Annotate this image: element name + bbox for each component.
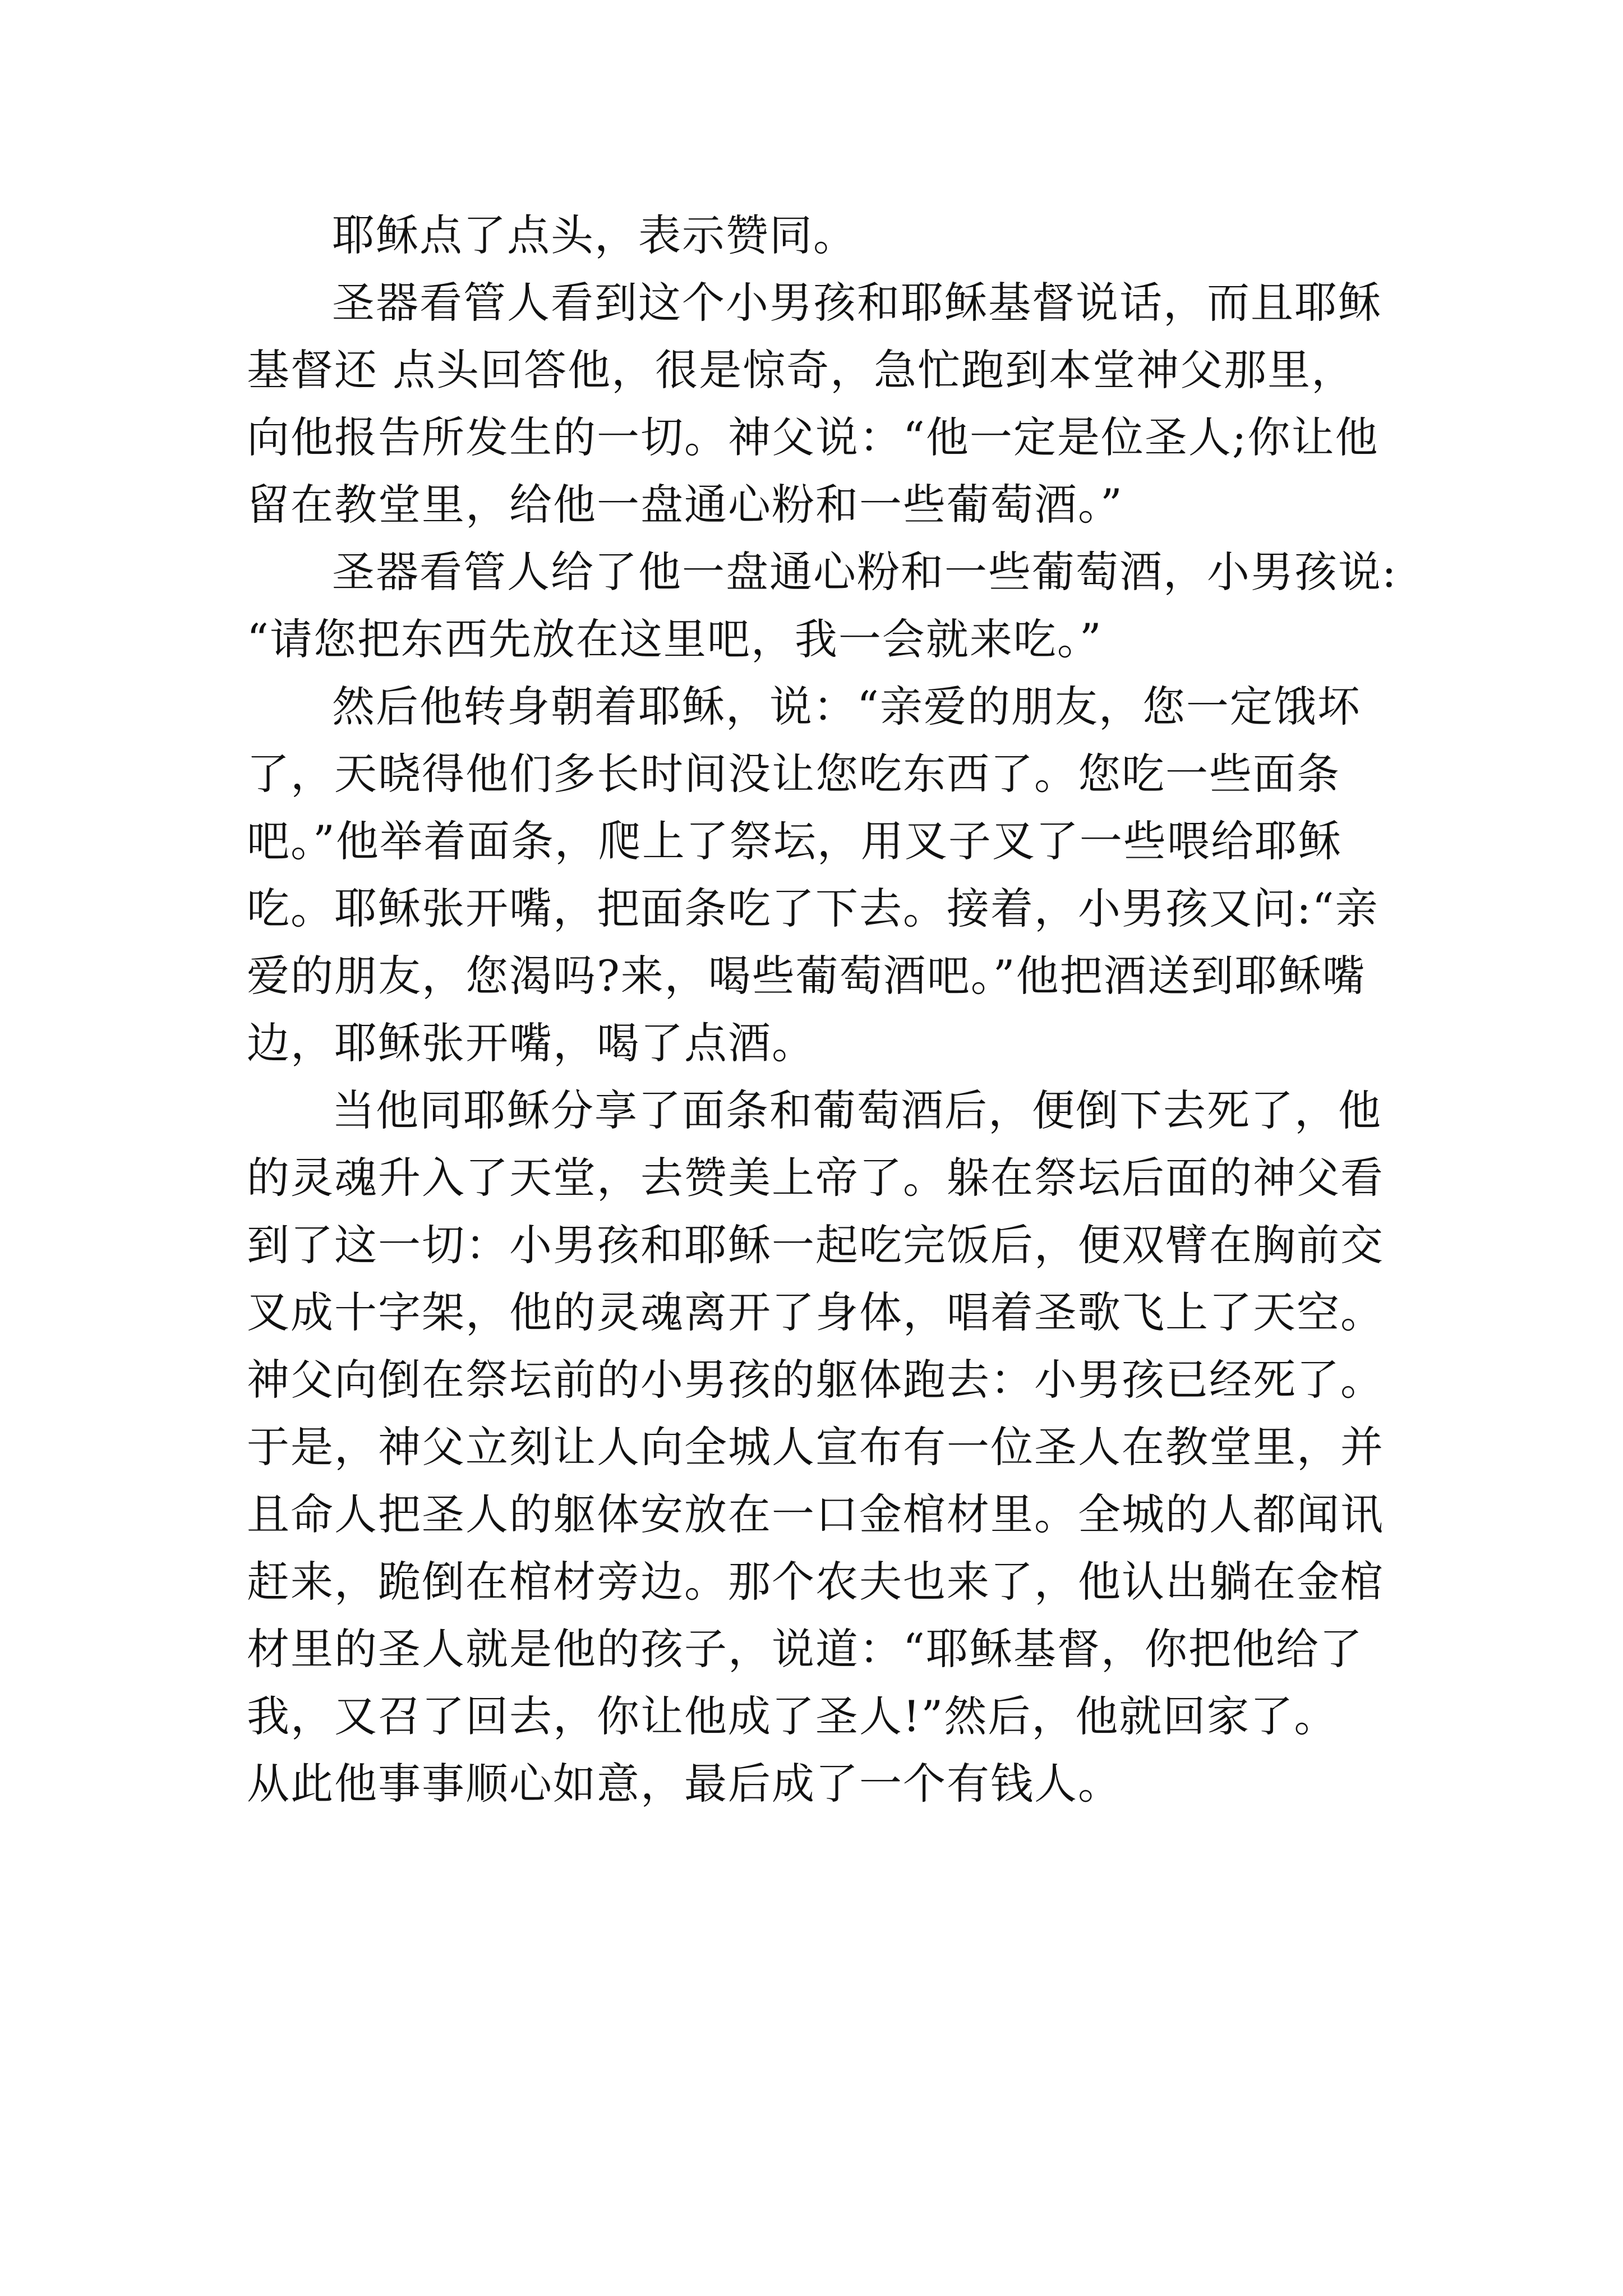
text-line: 耶稣点了点头，表示赞同。 xyxy=(332,210,857,260)
text-line: 且命人把圣人的躯体安放在一口金棺材里。全城的人都闻讯 xyxy=(247,1489,1384,1539)
text-line: 吧。”他举着面条，爬上了祭坛，用叉子叉了一些喂给耶稣 xyxy=(247,816,1342,866)
text-line: 的灵魂升入了天堂，去赞美上帝了。躲在祭坛后面的神父看 xyxy=(247,1153,1384,1203)
text-line: 留在教堂里，给他一盘通心粉和一些葡萄酒。” xyxy=(247,480,1123,530)
text-line: 然后他转身朝着耶稣，说：“亲爱的朋友，您一定饿坏 xyxy=(332,682,1361,731)
text-line: 神父向倒在祭坛前的小男孩的躯体跑去：小男孩已经死了。 xyxy=(247,1355,1384,1405)
text-line: 圣器看管人看到这个小男孩和耶稣基督说话，而且耶稣 xyxy=(332,278,1382,328)
text-line: 叉成十字架，他的灵魂离开了身体，唱着圣歌飞上了天空。 xyxy=(247,1287,1384,1337)
text-line: 赶来，跪倒在棺材旁边。那个农夫也来了，他认出躺在金棺 xyxy=(247,1557,1384,1607)
text-line: 基督还 点头回答他，很是惊奇，急忙跑到本堂神父那里， xyxy=(247,345,1355,395)
text-line: 材里的圣人就是他的孩子，说道：“耶稣基督，你把他给了 xyxy=(247,1624,1363,1674)
body-text xyxy=(247,202,1402,1818)
text-line: 圣器看管人给了他一盘通心粉和一些葡萄酒，小男孩说: xyxy=(332,547,1398,597)
text-line: 当他同耶稣分享了面条和葡萄酒后，便倒下去死了，他 xyxy=(332,1085,1382,1135)
text-line: “请您把东西先放在这里吧，我一会就来吃。” xyxy=(247,614,1103,664)
text-line: 了，天晓得他们多长时间没让您吃东西了。您吃一些面条 xyxy=(247,749,1340,799)
text-line: 于是，神父立刻让人向全城人宣布有一位圣人在教堂里，并 xyxy=(247,1422,1384,1472)
text-line: 向他报告所发生的一切。神父说：“他一定是位圣人;你让他 xyxy=(247,412,1379,462)
text-line: 我，又召了回去，你让他成了圣人!”然后，他就回家了。 xyxy=(247,1691,1338,1741)
text-line: 边，耶稣张开嘴，喝了点酒。 xyxy=(247,1018,815,1068)
text-line: 到了这一切：小男孩和耶稣一起吃完饭后，便双臂在胸前交 xyxy=(247,1220,1384,1270)
text-line: 爱的朋友，您渴吗?来，喝些葡萄酒吧。”他把酒送到耶稣嘴 xyxy=(247,951,1366,1001)
text-line: 从此他事事顺心如意，最后成了一个有钱人。 xyxy=(247,1759,1122,1809)
text-line: 吃。耶稣张开嘴，把面条吃了下去。接着，小男孩又问:“亲 xyxy=(247,884,1379,933)
